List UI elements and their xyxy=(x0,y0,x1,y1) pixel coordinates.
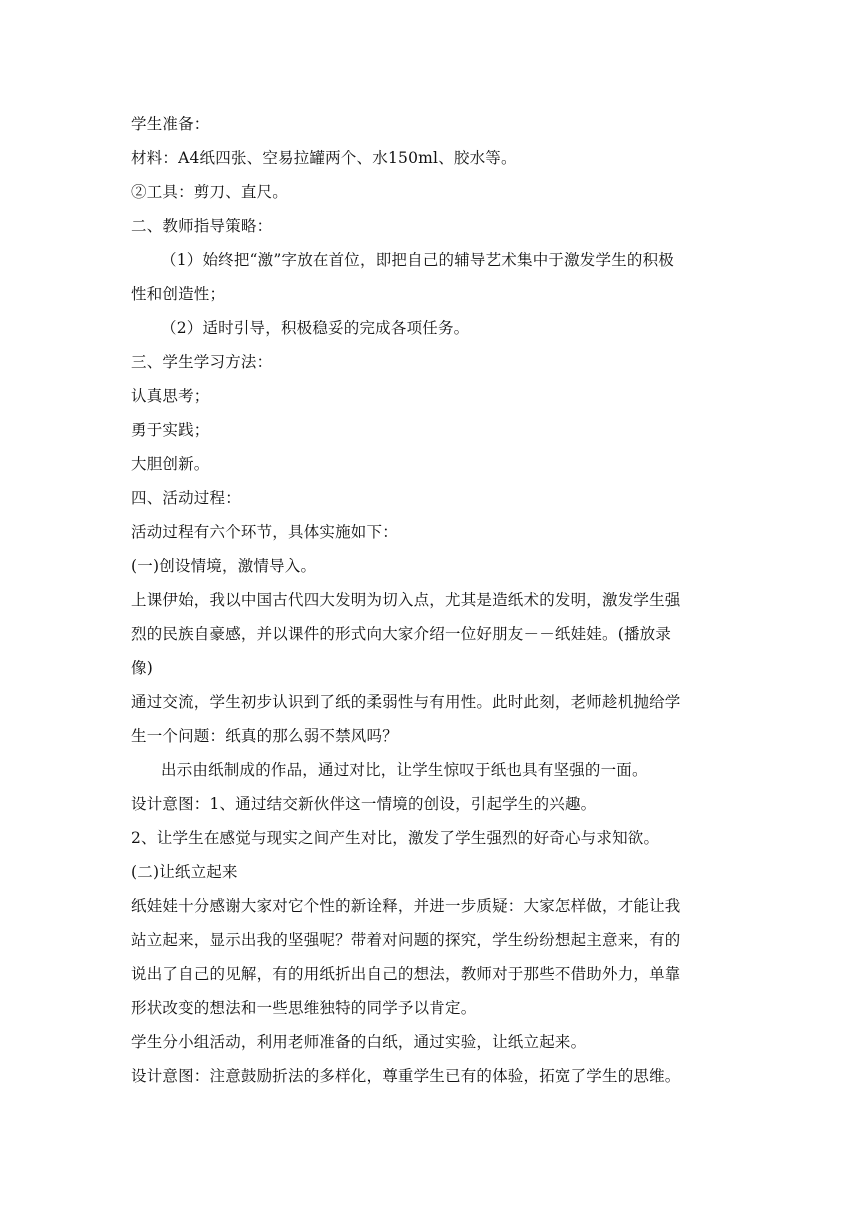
paragraph-strategy-1-line2: 性和创造性； xyxy=(131,285,226,303)
document-body xyxy=(131,107,745,1093)
heading-teacher-strategy: 二、教师指导策略： xyxy=(131,217,273,235)
paragraph-group-activity: 学生分小组活动，利用老师准备的白纸，通过实验，让纸立起来。 xyxy=(131,1033,587,1051)
paragraph-strategy-2: （2）适时引导，积极稳妥的完成各项任务。 xyxy=(161,319,470,337)
heading-section-1: (一)创设情境，激情导入。 xyxy=(131,557,317,575)
paragraph-doll-line4: 形状改变的想法和一些思维独特的同学予以肯定。 xyxy=(131,999,477,1017)
heading-activity-process: 四、活动过程： xyxy=(131,489,241,507)
paragraph-method-innovate: 大胆创新。 xyxy=(131,455,210,473)
paragraph-doll-line1: 纸娃娃十分感谢大家对它个性的新诠释，并进一步质疑：大家怎样做，才能让我 xyxy=(131,897,681,915)
paragraph-exchange-line2: 生一个问题：纸真的那么弱不禁风吗？ xyxy=(131,727,398,745)
heading-section-2: (二)让纸立起来 xyxy=(131,863,238,881)
paragraph-activity-overview: 活动过程有六个环节，具体实施如下： xyxy=(131,523,398,541)
paragraph-doll-line2: 站立起来，显示出我的坚强呢？带着对问题的探究，学生纷纷想起主意来，有的 xyxy=(131,931,681,949)
paragraph-doll-line3: 说出了自己的见解，有的用纸折出自己的想法，教师对于那些不借助外力，单靠 xyxy=(131,965,681,983)
paragraph-intro-line1: 上课伊始，我以中国古代四大发明为切入点，尤其是造纸术的发明，激发学生强 xyxy=(131,591,681,609)
paragraph-method-think: 认真思考； xyxy=(131,387,210,405)
heading-learning-methods: 三、学生学习方法： xyxy=(131,353,273,371)
paragraph-design-intent-3: 设计意图：注意鼓励折法的多样化，尊重学生已有的体验，拓宽了学生的思维。 xyxy=(131,1067,681,1085)
paragraph-design-intent-1: 设计意图：1、通过结交新伙伴这一情境的创设，引起学生的兴趣。 xyxy=(131,795,597,813)
paragraph-strategy-1-line1: （1）始终把“激”字放在首位，即把自己的辅导艺术集中于激发学生的积极 xyxy=(161,251,675,269)
paragraph-student-preparation: 学生准备： xyxy=(131,115,210,133)
paragraph-design-intent-2: 2、让学生在感觉与现实之间产生对比，激发了学生强烈的好奇心与求知欲。 xyxy=(131,829,660,847)
paragraph-tools: ②工具：剪刀、直尺。 xyxy=(131,183,289,201)
paragraph-materials: 材料：A4纸四张、空易拉罐两个、水150ml、胶水等。 xyxy=(131,149,517,167)
paragraph-method-practice: 勇于实践； xyxy=(131,421,210,439)
paragraph-exchange-line1: 通过交流，学生初步认识到了纸的柔弱性与有用性。此时此刻，老师趁机抛给学 xyxy=(131,693,681,711)
paragraph-intro-line3: 像) xyxy=(131,659,153,677)
paragraph-intro-line2: 烈的民族自豪感，并以课件的形式向大家介绍一位好朋友－－纸娃娃。(播放录 xyxy=(131,625,672,643)
paragraph-show-works: 出示由纸制成的作品，通过对比，让学生惊叹于纸也具有坚强的一面。 xyxy=(161,761,648,779)
